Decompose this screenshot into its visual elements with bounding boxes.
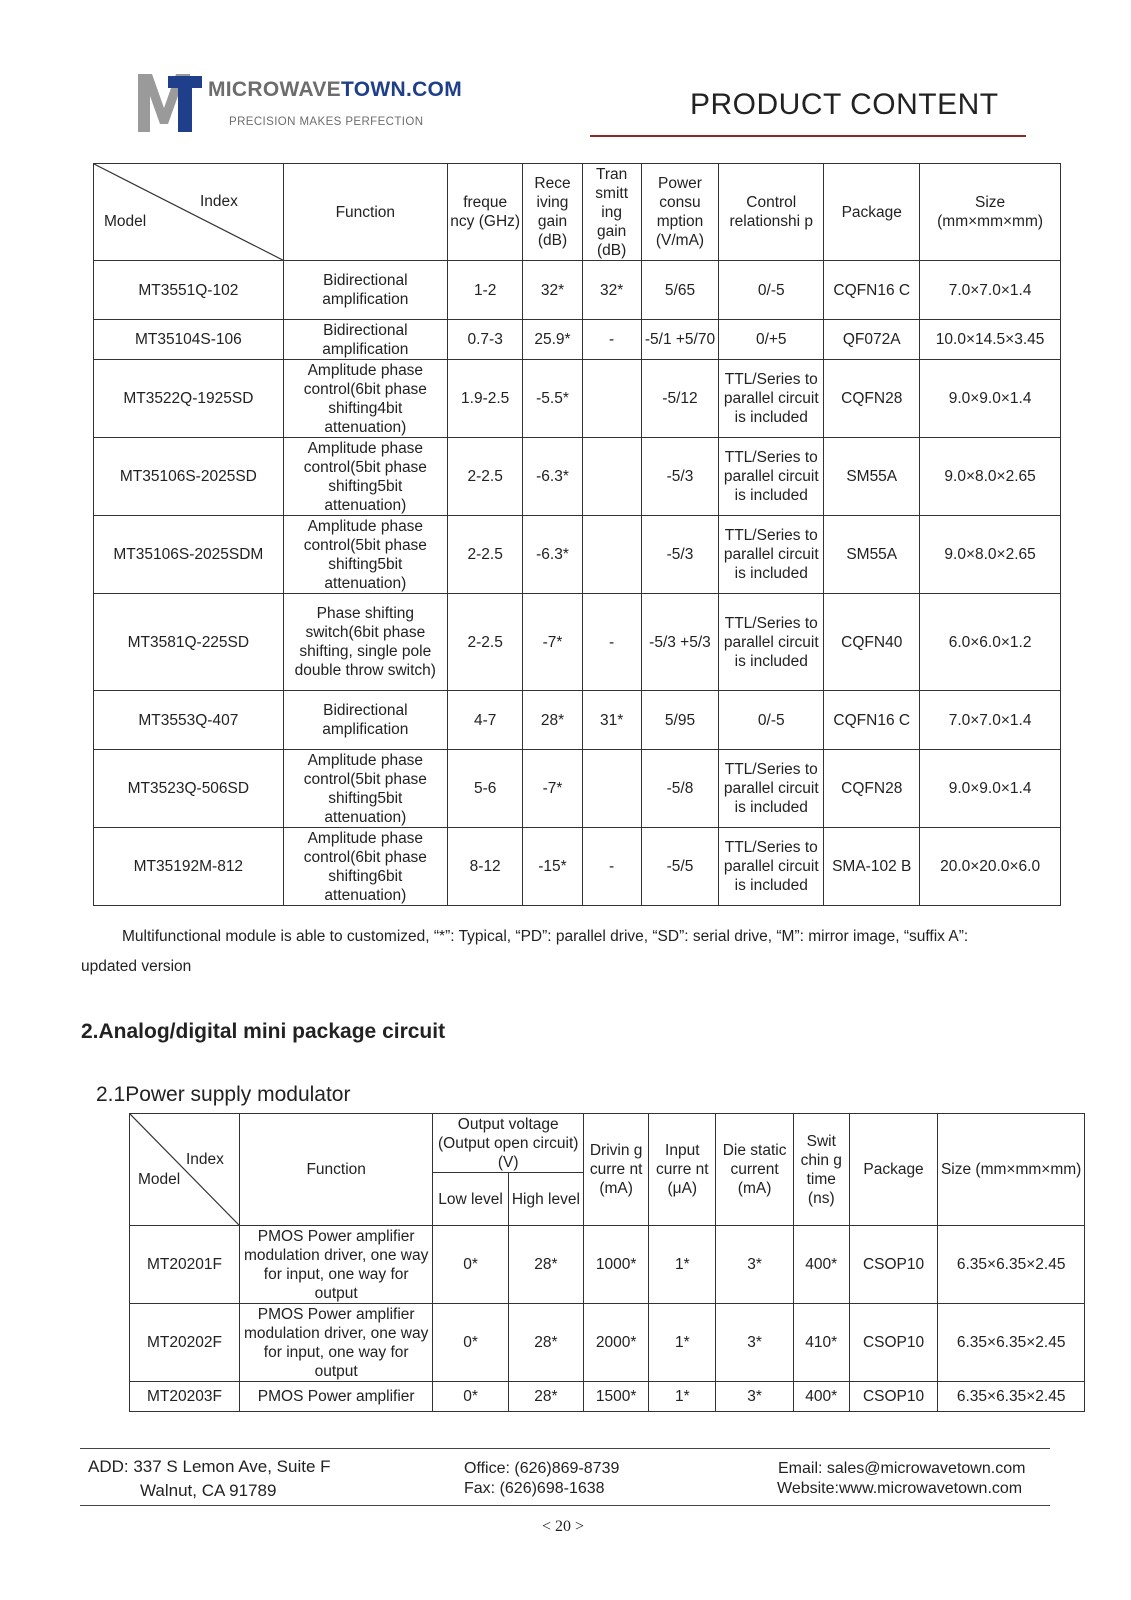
cell-size: 7.0×7.0×1.4 [920, 691, 1061, 750]
website-link[interactable]: Website:www.microwavetown.com [777, 1480, 1023, 1497]
cell-size: 9.0×9.0×1.4 [920, 360, 1061, 438]
cell-control: TTL/Series to parallel circuit is included [719, 594, 824, 691]
table-row [94, 360, 1061, 438]
col-function: Function [239, 1114, 432, 1226]
cell-freq: 2-2.5 [447, 438, 522, 516]
cell-tx: 31* [582, 691, 641, 750]
index-model-header [130, 1114, 240, 1226]
cell-tx [582, 516, 641, 594]
cell-input: 1* [649, 1382, 716, 1412]
cell-control: TTL/Series to parallel circuit is included [719, 828, 824, 906]
cell-function: PMOS Power amplifier modulation driver, one way for input, one way for output [239, 1226, 432, 1304]
cell-tx: - [582, 320, 641, 360]
cell-switch: 400* [793, 1382, 849, 1412]
cell-drive: 2000* [584, 1304, 649, 1382]
cell-freq: 1.9-2.5 [447, 360, 522, 438]
col-high-level: High level [508, 1173, 583, 1226]
cell-high: 28* [508, 1304, 583, 1382]
cell-switch: 400* [793, 1226, 849, 1304]
cell-model: MT3551Q-102 [94, 261, 284, 320]
cell-power: -5/3 [641, 516, 719, 594]
col-power: Power consu mption (V/mA) [641, 164, 719, 261]
cell-model: MT20202F [130, 1304, 240, 1382]
cell-model: MT20201F [130, 1226, 240, 1304]
table-row [94, 750, 1061, 828]
cell-model: MT3522Q-1925SD [94, 360, 284, 438]
cell-function: Bidirectional amplification [283, 691, 447, 750]
cell-function: Amplitude phase control(5bit phase shifting5bit attenuation) [283, 516, 447, 594]
mt-logo-icon [138, 74, 206, 136]
col-low-level: Low level [433, 1173, 508, 1226]
col-size: Size (mm×mm×mm) [938, 1114, 1085, 1226]
cell-rx: -6.3* [523, 516, 582, 594]
cell-function: Amplitude phase control(6bit phase shifting4bit attenuation) [283, 360, 447, 438]
cell-freq: 2-2.5 [447, 594, 522, 691]
cell-control: TTL/Series to parallel circuit is included [719, 516, 824, 594]
cell-package: CSOP10 [849, 1382, 938, 1412]
cell-rx: 28* [523, 691, 582, 750]
cell-control: TTL/Series to parallel circuit is included [719, 360, 824, 438]
cell-rx: -15* [523, 828, 582, 906]
cell-control: 0/-5 [719, 261, 824, 320]
cell-power: -5/3 +5/3 [641, 594, 719, 691]
table-row [94, 261, 1061, 320]
footer-divider-top [80, 1448, 1050, 1449]
footer-divider-bottom [80, 1505, 1050, 1506]
cell-tx: - [582, 828, 641, 906]
page-title: PRODUCT CONTENT [690, 88, 999, 121]
col-driving-current: Drivin g curre nt (mA) [584, 1114, 649, 1226]
cell-power: -5/3 [641, 438, 719, 516]
cell-rx: -7* [523, 750, 582, 828]
index-model-header [94, 164, 284, 261]
cell-package: CQFN16 C [824, 691, 920, 750]
cell-size: 10.0×14.5×3.45 [920, 320, 1061, 360]
index-label: Index [186, 1151, 224, 1168]
cell-tx [582, 360, 641, 438]
cell-package: CSOP10 [849, 1304, 938, 1382]
cell-freq: 1-2 [447, 261, 522, 320]
cell-tx: - [582, 594, 641, 691]
cell-size: 7.0×7.0×1.4 [920, 261, 1061, 320]
col-control: Control relationshi p [719, 164, 824, 261]
cell-model: MT3553Q-407 [94, 691, 284, 750]
section-heading: 2.Analog/digital mini package circuit [81, 1020, 446, 1043]
cell-switch: 410* [793, 1304, 849, 1382]
model-label: Model [138, 1171, 181, 1188]
cell-size: 6.35×6.35×2.45 [938, 1304, 1085, 1382]
cell-die: 3* [716, 1382, 793, 1412]
cell-size: 6.35×6.35×2.45 [938, 1382, 1085, 1412]
table-note-continued: updated version [81, 958, 192, 975]
cell-package: CQFN28 [824, 360, 920, 438]
cell-drive: 1000* [584, 1226, 649, 1304]
cell-size: 9.0×8.0×2.65 [920, 516, 1061, 594]
table-header-row [94, 164, 1061, 261]
page-number: < 20 > [542, 1518, 585, 1535]
table-row [130, 1226, 1085, 1304]
col-size: Size (mm×mm×mm) [920, 164, 1061, 261]
cell-tx [582, 438, 641, 516]
cell-power: -5/1 +5/70 [641, 320, 719, 360]
cell-input: 1* [649, 1304, 716, 1382]
cell-power: 5/65 [641, 261, 719, 320]
cell-package: CQFN28 [824, 750, 920, 828]
cell-freq: 0.7-3 [447, 320, 522, 360]
cell-size: 6.0×6.0×1.2 [920, 594, 1061, 691]
cell-function: Bidirectional amplification [283, 261, 447, 320]
table-row [94, 828, 1061, 906]
col-switching-time: Swit chin g time (ns) [793, 1114, 849, 1226]
cell-function: Amplitude phase control(5bit phase shifting5bit attenuation) [283, 438, 447, 516]
col-die-current: Die static current (mA) [716, 1114, 793, 1226]
cell-model: MT3581Q-225SD [94, 594, 284, 691]
model-label: Model [104, 213, 147, 230]
cell-control: TTL/Series to parallel circuit is included [719, 438, 824, 516]
cell-control: TTL/Series to parallel circuit is included [719, 750, 824, 828]
cell-rx: 32* [523, 261, 582, 320]
table-row [130, 1304, 1085, 1382]
cell-die: 3* [716, 1304, 793, 1382]
cell-package: SM55A [824, 438, 920, 516]
col-output-voltage: Output voltage (Output open circuit)(V) [433, 1114, 584, 1173]
table-row [130, 1382, 1085, 1412]
cell-power: -5/12 [641, 360, 719, 438]
cell-package: SMA-102 B [824, 828, 920, 906]
table-row [94, 516, 1061, 594]
cell-model: MT35104S-106 [94, 320, 284, 360]
table-note: Multifunctional module is able to customized, “*”: Typical, “PD”: parallel drive, “SD”: serial drive, “M”: mirror image, “suffix A”: [122, 928, 969, 945]
cell-high: 28* [508, 1226, 583, 1304]
fax-number: Fax: (626)698-1638 [464, 1480, 605, 1497]
table-row [94, 691, 1061, 750]
col-function: Function [283, 164, 447, 261]
cell-function: Amplitude phase control(5bit phase shifting5bit attenuation) [283, 750, 447, 828]
cell-size: 9.0×9.0×1.4 [920, 750, 1061, 828]
multifunction-product-table [93, 163, 1061, 906]
cell-power: 5/95 [641, 691, 719, 750]
cell-power: -5/5 [641, 828, 719, 906]
col-transmitting-gain: Tran smitt ing gain (dB) [582, 164, 641, 261]
cell-drive: 1500* [584, 1382, 649, 1412]
cell-rx: 25.9* [523, 320, 582, 360]
cell-function: Phase shifting switch(6bit phase shifting, single pole double throw switch) [283, 594, 447, 691]
cell-high: 28* [508, 1382, 583, 1412]
col-package: Package [824, 164, 920, 261]
cell-function: Amplitude phase control(6bit phase shifting6bit attenuation) [283, 828, 447, 906]
subsection-heading: 2.1Power supply modulator [96, 1083, 351, 1106]
cell-package: CQFN40 [824, 594, 920, 691]
cell-freq: 5-6 [447, 750, 522, 828]
cell-function: Bidirectional amplification [283, 320, 447, 360]
cell-die: 3* [716, 1226, 793, 1304]
cell-tx [582, 750, 641, 828]
brand-name: MICROWAVETOWN.COM [208, 78, 462, 101]
cell-package: CQFN16 C [824, 261, 920, 320]
cell-package: QF072A [824, 320, 920, 360]
index-label: Index [200, 193, 238, 210]
cell-freq: 4-7 [447, 691, 522, 750]
cell-size: 9.0×8.0×2.65 [920, 438, 1061, 516]
col-receiving-gain: Rece iving gain (dB) [523, 164, 582, 261]
cell-low: 0* [433, 1382, 508, 1412]
col-input-current: Input curre nt (μA) [649, 1114, 716, 1226]
cell-function: PMOS Power amplifier [239, 1382, 432, 1412]
cell-model: MT35106S-2025SD [94, 438, 284, 516]
cell-low: 0* [433, 1304, 508, 1382]
cell-rx: -5.5* [523, 360, 582, 438]
cell-size: 20.0×20.0×6.0 [920, 828, 1061, 906]
col-frequency: freque ncy (GHz) [447, 164, 522, 261]
power-supply-modulator-table [129, 1113, 1085, 1412]
cell-power: -5/8 [641, 750, 719, 828]
cell-input: 1* [649, 1226, 716, 1304]
company-logo [138, 74, 462, 136]
address-line-1: ADD: 337 S Lemon Ave, Suite F [88, 1457, 331, 1476]
address-line-2: Walnut, CA 91789 [140, 1481, 277, 1500]
table-row [94, 594, 1061, 691]
cell-low: 0* [433, 1226, 508, 1304]
heading-divider [590, 135, 1026, 137]
cell-function: PMOS Power amplifier modulation driver, one way for input, one way for output [239, 1304, 432, 1382]
brand-tagline: PRECISION MAKES PERFECTION [229, 116, 424, 128]
cell-freq: 2-2.5 [447, 516, 522, 594]
table-header-row [130, 1114, 1085, 1173]
col-package: Package [849, 1114, 938, 1226]
email-address[interactable]: Email: sales@microwavetown.com [778, 1460, 1026, 1477]
cell-model: MT3523Q-506SD [94, 750, 284, 828]
cell-control: 0/+5 [719, 320, 824, 360]
cell-package: CSOP10 [849, 1226, 938, 1304]
cell-size: 6.35×6.35×2.45 [938, 1226, 1085, 1304]
cell-freq: 8-12 [447, 828, 522, 906]
cell-control: 0/-5 [719, 691, 824, 750]
cell-model: MT20203F [130, 1382, 240, 1412]
cell-tx: 32* [582, 261, 641, 320]
office-phone: Office: (626)869-8739 [464, 1460, 620, 1477]
cell-model: MT35106S-2025SDM [94, 516, 284, 594]
cell-package: SM55A [824, 516, 920, 594]
cell-rx: -7* [523, 594, 582, 691]
cell-rx: -6.3* [523, 438, 582, 516]
cell-model: MT35192M-812 [94, 828, 284, 906]
table-row [94, 438, 1061, 516]
table-row [94, 320, 1061, 360]
